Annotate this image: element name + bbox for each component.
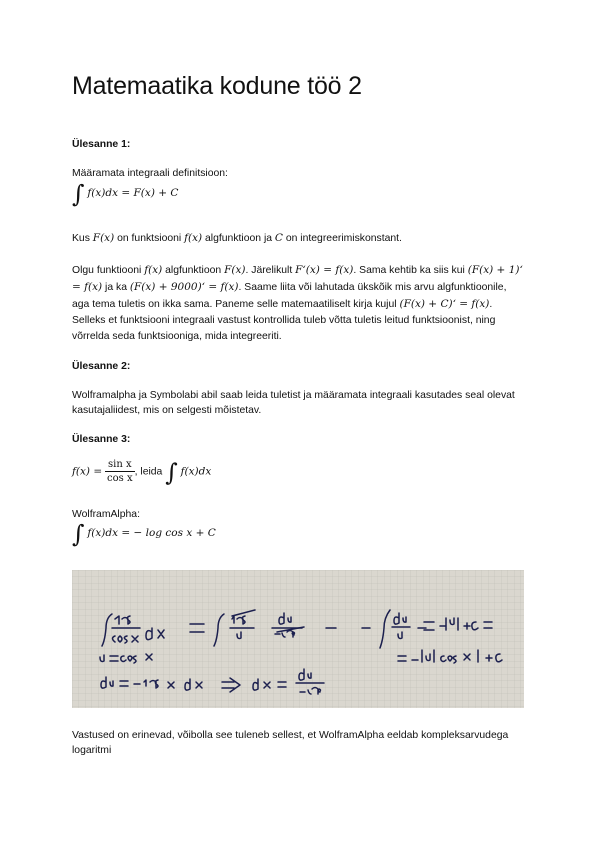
antiderivative-paragraph [72,262,524,345]
task3-problem [72,458,524,485]
integrand: f(x)dx [180,465,212,478]
fraction-denominator: cos x [107,473,133,484]
conclusion-text: Vastused on erinevad, võibolla see tuleneb sellest, et WolframAlpha eeldab kompleksarvudega logaritmi [72,730,509,756]
para-math-5: (F(x) + 9000)‘ = f(x) [129,281,239,293]
para-math-1: f(x) [144,264,163,276]
definition-formula-body: f(x)dx = F(x) + C [87,187,179,199]
fx-label: f(x) = [72,465,103,478]
kus-text-3: algfunktioon ja [205,233,273,244]
wolfram-result-body: f(x)dx = − log cos x + C [87,527,216,539]
leida-text: , leida [134,466,163,478]
para-text-7: . Selleks et funktsiooni integraali vastust kontrollida tuleb võtta tuletis leitud funktsioonist, ning võrrelda seda funktsiooniga, mida integreeriti. [72,299,496,342]
task2-text: Wolframalpha ja Symbolabi abil saab leida tuletist ja määramata integraali kasutades seal olevat kasutajaliidest, mis on selgesti mõistetav. [72,390,515,416]
para-text-2: algfunktioon [165,265,222,276]
fraction-numerator: sin x [105,458,135,472]
para-math-6: (F(x) + C)‘ = f(x) [399,298,490,310]
wolfram-result [72,520,524,548]
definition-formula [72,180,524,208]
sin-over-cos-fraction [105,458,135,485]
kus-text-2: on funktsiooni [117,233,182,244]
task1-intro: Määramata integraali definitsioon: [72,168,228,179]
kus-math-2: f(x) [184,232,203,244]
integral-sign-2: ∫ [165,458,178,487]
kus-math-3: C [274,232,283,244]
para-math-3: F‘(x) = f(x) [295,264,354,276]
kus-text-4: on integreerimiskonstant. [285,233,402,244]
wolfram-label: WolframAlpha: [72,509,140,520]
kus-text-1: Kus [72,233,90,244]
para-text-1: Olgu funktiooni [72,265,142,276]
document-title: Matemaatika kodune töö 2 [72,72,362,100]
para-text-3: . Järelikult [245,265,293,276]
task1-heading: Ülesanne 1: [72,139,131,150]
integral-sign: ∫ [72,180,85,208]
kus-sentence [72,231,524,247]
para-text-5: ja ka [105,282,127,293]
para-text-6: . Saame liita või lahutada ükskõik mis arvu algfunktioonile, aga tema tuletis on ikka sama. Paneme selle matemaatiliselt kirja kujul [72,282,507,310]
kus-math-1: F(x) [92,232,115,244]
para-math-2: F(x) [224,264,246,276]
integral-sign-3: ∫ [72,520,85,548]
para-math-4: (F(x) + 1)‘ = f(x) [72,264,523,293]
handwritten-solution-photo [72,570,524,708]
task3-heading: Ülesanne 3: [72,434,131,445]
task2-heading: Ülesanne 2: [72,361,131,372]
para-text-4: . Sama kehtib ka siis kui [353,265,465,276]
